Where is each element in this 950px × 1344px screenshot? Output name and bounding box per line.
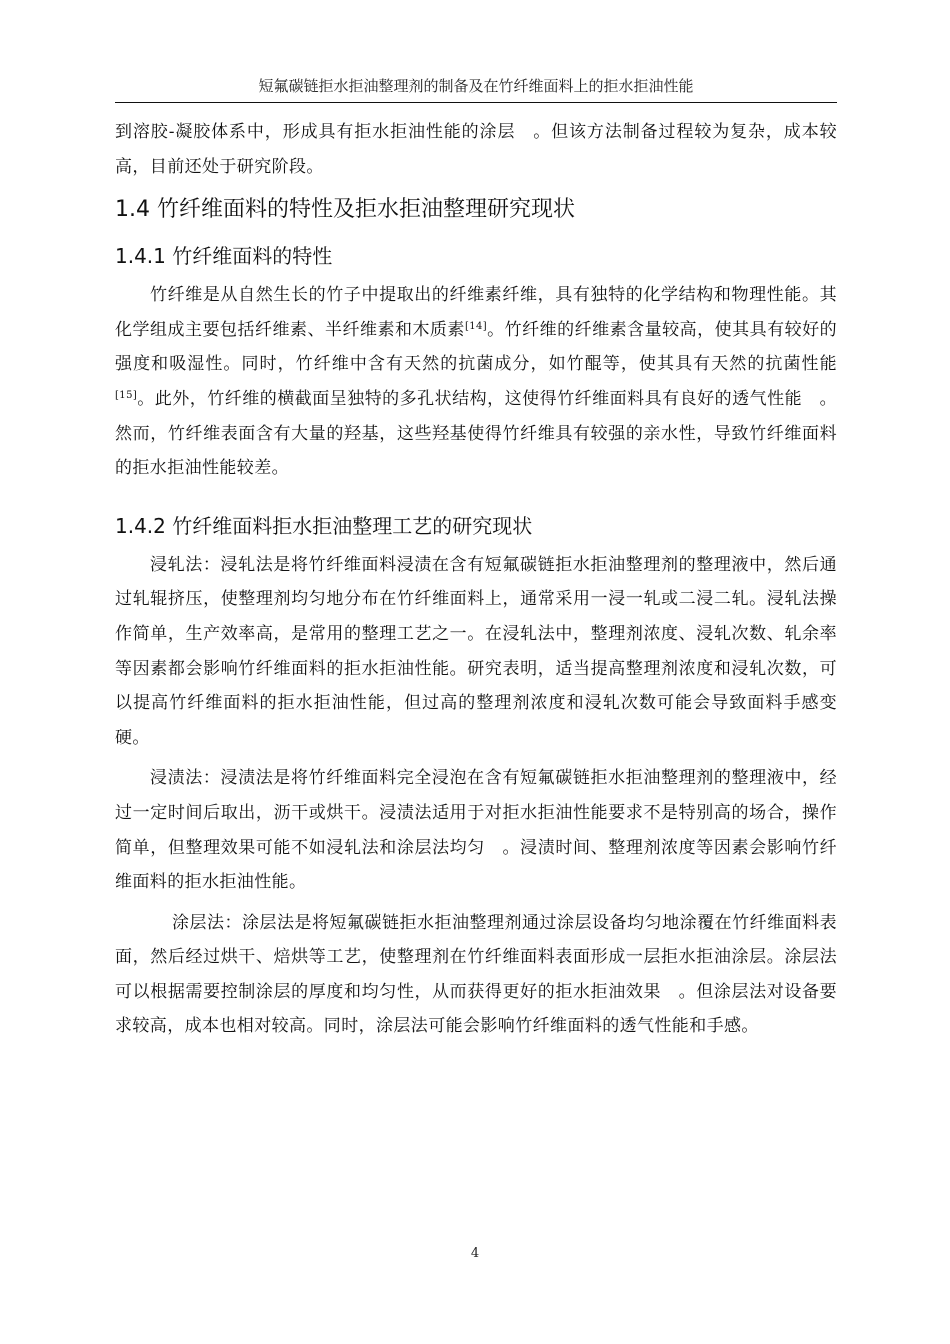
citation-14: [14]: [464, 320, 488, 332]
page-number: 4: [470, 1246, 480, 1261]
padding-method-paragraph: 浸轧法：浸轧法是将竹纤维面料浸渍在含有短氟碳链拒水拒油整理剂的整理液中，然后通过轧辊挤压，使整理剂均匀地分布在竹纤维面料上，通常采用一浸一轧或二浸二轧。浸轧法操作简单，生产效率高，是常用的整理工艺之一。在浸轧法中，整理剂浓度、浸轧次数、轧余率等因素都会影响竹纤维面料的拒水拒油性能。研究表明，适当提高整理剂浓度和浸轧次数，可以提高竹纤维面料的拒水拒油性能，但过高的整理剂浓度和浸轧次数可能会导致面料手感变硬。: [115, 554, 837, 748]
running-header: 短氟碳链拒水拒油整理剂的制备及在竹纤维面料上的拒水拒油性能: [258, 77, 694, 95]
bamboo-text-part-3: 。此外，竹纤维的横截面呈独特的多孔状结构，这使得竹纤维面料具有良好的透气性能 。然而，竹纤维表面含有大量的羟基，这些羟基使得竹纤维具有较强的亲水性，导致竹纤维面料的拒水拒油性能较差。: [115, 388, 837, 479]
section-1-4-heading: 1.4 竹纤维面料的特性及拒水拒油整理研究现状: [115, 197, 575, 223]
continued-paragraph: 到溶胶-凝胶体系中，形成具有拒水拒油性能的涂层 。但该方法制备过程较为复杂，成本较高，目前还处于研究阶段。: [115, 122, 837, 177]
coating-method-paragraph: 涂层法：涂层法是将短氟碳链拒水拒油整理剂通过涂层设备均匀地涂覆在竹纤维面料表面，然后经过烘干、焙烘等工艺，使整理剂在竹纤维面料表面形成一层拒水拒油涂层。涂层法可以根据需要控制涂层的厚度和均匀性，从而获得更好的拒水拒油效果 。但涂层法对设备要求较高，成本也相对较高。同时，涂层法可能会影响竹纤维面料的透气性能和手感。: [115, 912, 837, 1037]
page-body: [115, 115, 837, 1044]
header-divider: [115, 102, 837, 103]
section-1-4-1-heading: 1.4.1 竹纤维面料的特性: [115, 244, 333, 269]
dipping-method-paragraph: 浸渍法：浸渍法是将竹纤维面料完全浸泡在含有短氟碳链拒水拒油整理剂的整理液中，经过一定时间后取出，沥干或烘干。浸渍法适用于对拒水拒油性能要求不是特别高的场合，操作简单，但整理效果可能不如浸轧法和涂层法均匀 。浸渍时间、整理剂浓度等因素会影响竹纤维面料的拒水拒油性能。: [115, 768, 837, 893]
bamboo-text-part-1: 竹纤维是从自然生长的竹子中提取出的纤维素纤维，具有独特的化学结构和物理性能。其化学组成主要包括纤维素、半纤维素和木质素: [115, 285, 837, 340]
bamboo-properties-paragraph: [115, 278, 837, 486]
citation-15: [15]: [115, 389, 138, 401]
bamboo-text-part-2: 。竹纤维的纤维素含量较高，使其具有较好的强度和吸湿性。同时，竹纤维中含有天然的抗菌成分，如竹醌等，使其具有天然的抗菌性能: [115, 319, 838, 375]
section-1-4-2-heading: 1.4.2 竹纤维面料拒水拒油整理工艺的研究现状: [115, 513, 533, 538]
